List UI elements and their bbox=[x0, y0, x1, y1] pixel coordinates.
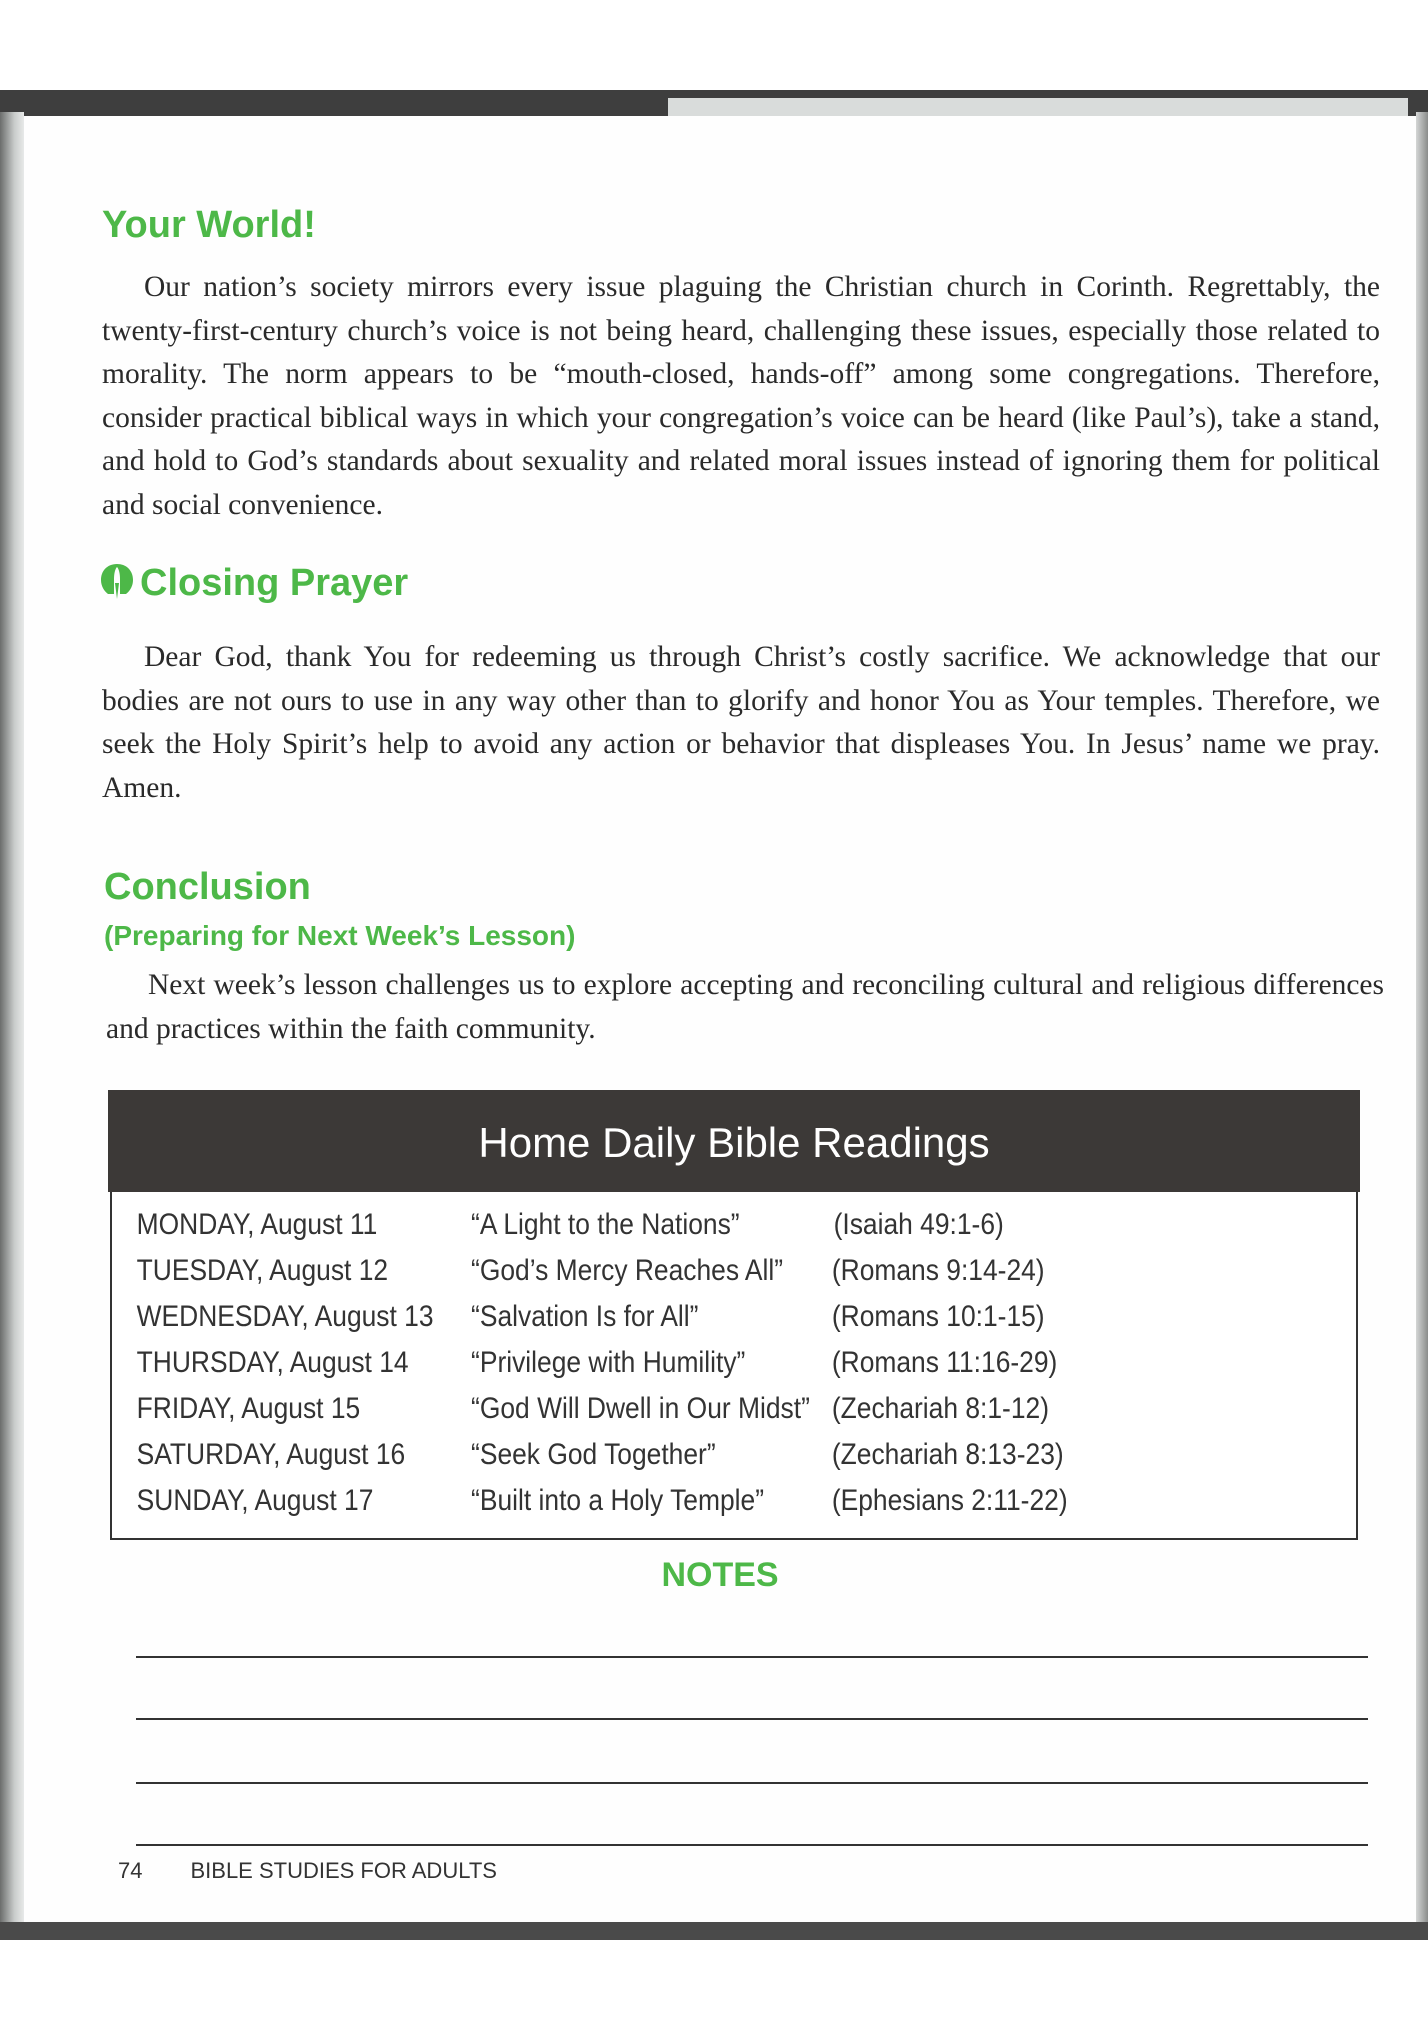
reading-reference: (Romans 11:16-29) bbox=[831, 1346, 1058, 1379]
reading-title: “God Will Dwell in Our Midst” bbox=[471, 1392, 810, 1425]
conclusion-heading: Conclusion bbox=[104, 866, 311, 908]
notes-line[interactable] bbox=[136, 1782, 1368, 1784]
reading-day: WEDNESDAY, August 13 bbox=[136, 1300, 434, 1333]
reading-reference: (Zechariah 8:1-12) bbox=[831, 1392, 1050, 1425]
reading-reference: (Zechariah 8:13-23) bbox=[831, 1438, 1064, 1471]
your-world-body: Our nation’s society mirrors every issue plaguing the Christian church in Corinth. Regrettably, the twenty-first-century church’s voice is not being heard, challenging these issues, especially those related to morality. The norm appears to be “mouth-closed, hands-off” among some congregations. Therefore, consider practical biblical ways in which your congregation’s voice can be heard (like Paul’s), take a stand, and hold to God’s standards about sexuality and related moral issues instead of ignoring them for political and social convenience. bbox=[102, 271, 1380, 521]
page-footer bbox=[118, 1858, 497, 1884]
reading-title: “God’s Mercy Reaches All” bbox=[471, 1254, 784, 1287]
closing-prayer-heading bbox=[100, 562, 408, 605]
reading-reference: (Romans 9:14-24) bbox=[831, 1254, 1045, 1287]
closing-prayer-body: Dear God, thank You for redeeming us through Christ’s costly sacrifice. We acknowledge that our bodies are not ours to use in any way other than to glorify and honor You as Your temples. Therefore, we seek the Holy Spirit’s help to avoid any action or behavior that displeases You. In Jesus’ name we pray. Amen. bbox=[102, 641, 1380, 804]
reading-day: THURSDAY, August 14 bbox=[136, 1346, 409, 1379]
publication-title: BIBLE STUDIES FOR ADULTS bbox=[190, 1858, 497, 1883]
reading-row bbox=[112, 1438, 1207, 1484]
reading-row bbox=[112, 1392, 1207, 1438]
praying-hands-icon bbox=[100, 563, 134, 599]
reading-row bbox=[112, 1484, 1207, 1530]
reading-row bbox=[112, 1300, 1207, 1346]
page-number: 74 bbox=[118, 1858, 143, 1883]
scan-top-edge bbox=[0, 90, 1428, 118]
reading-reference: (Isaiah 49:1-6) bbox=[833, 1208, 1004, 1241]
reading-title: “Salvation Is for All” bbox=[471, 1300, 699, 1333]
readings-table bbox=[110, 1192, 1358, 1540]
closing-prayer-title: Closing Prayer bbox=[140, 562, 409, 604]
reading-reference: (Romans 10:1-15) bbox=[831, 1300, 1045, 1333]
notes-line[interactable] bbox=[136, 1656, 1368, 1658]
scan-page-edge-highlight bbox=[668, 98, 1408, 118]
reading-reference: (Ephesians 2:11-22) bbox=[831, 1484, 1068, 1517]
reading-day: TUESDAY, August 12 bbox=[136, 1254, 389, 1287]
document-page bbox=[24, 116, 1416, 1922]
readings-table-title: Home Daily Bible Readings bbox=[108, 1090, 1360, 1192]
reading-row bbox=[112, 1346, 1207, 1392]
reading-row bbox=[112, 1254, 1207, 1300]
reading-day: FRIDAY, August 15 bbox=[136, 1392, 361, 1425]
reading-day: SUNDAY, August 17 bbox=[136, 1484, 374, 1517]
notes-heading: NOTES bbox=[661, 1556, 779, 1594]
reading-title: “Privilege with Humility” bbox=[471, 1346, 746, 1379]
conclusion-subheading: (Preparing for Next Week’s Lesson) bbox=[104, 920, 576, 951]
scan-right-edge bbox=[1416, 112, 1428, 1932]
reading-row bbox=[112, 1208, 1207, 1254]
notes-line[interactable] bbox=[136, 1844, 1368, 1846]
scan-bottom-edge bbox=[0, 1922, 1428, 1940]
reading-title: “Seek God Together” bbox=[471, 1438, 716, 1471]
reading-title: “A Light to the Nations” bbox=[471, 1208, 740, 1241]
reading-title: “Built into a Holy Temple” bbox=[471, 1484, 765, 1517]
notes-line[interactable] bbox=[136, 1718, 1368, 1720]
conclusion-body: Next week’s lesson challenges us to explore accepting and reconciling cultural and religious differences and practices within the faith community. bbox=[106, 969, 1384, 1045]
reading-day: SATURDAY, August 16 bbox=[136, 1438, 406, 1471]
scan-left-edge bbox=[0, 112, 24, 1932]
your-world-heading: Your World! bbox=[102, 204, 316, 246]
reading-day: MONDAY, August 11 bbox=[136, 1208, 378, 1241]
